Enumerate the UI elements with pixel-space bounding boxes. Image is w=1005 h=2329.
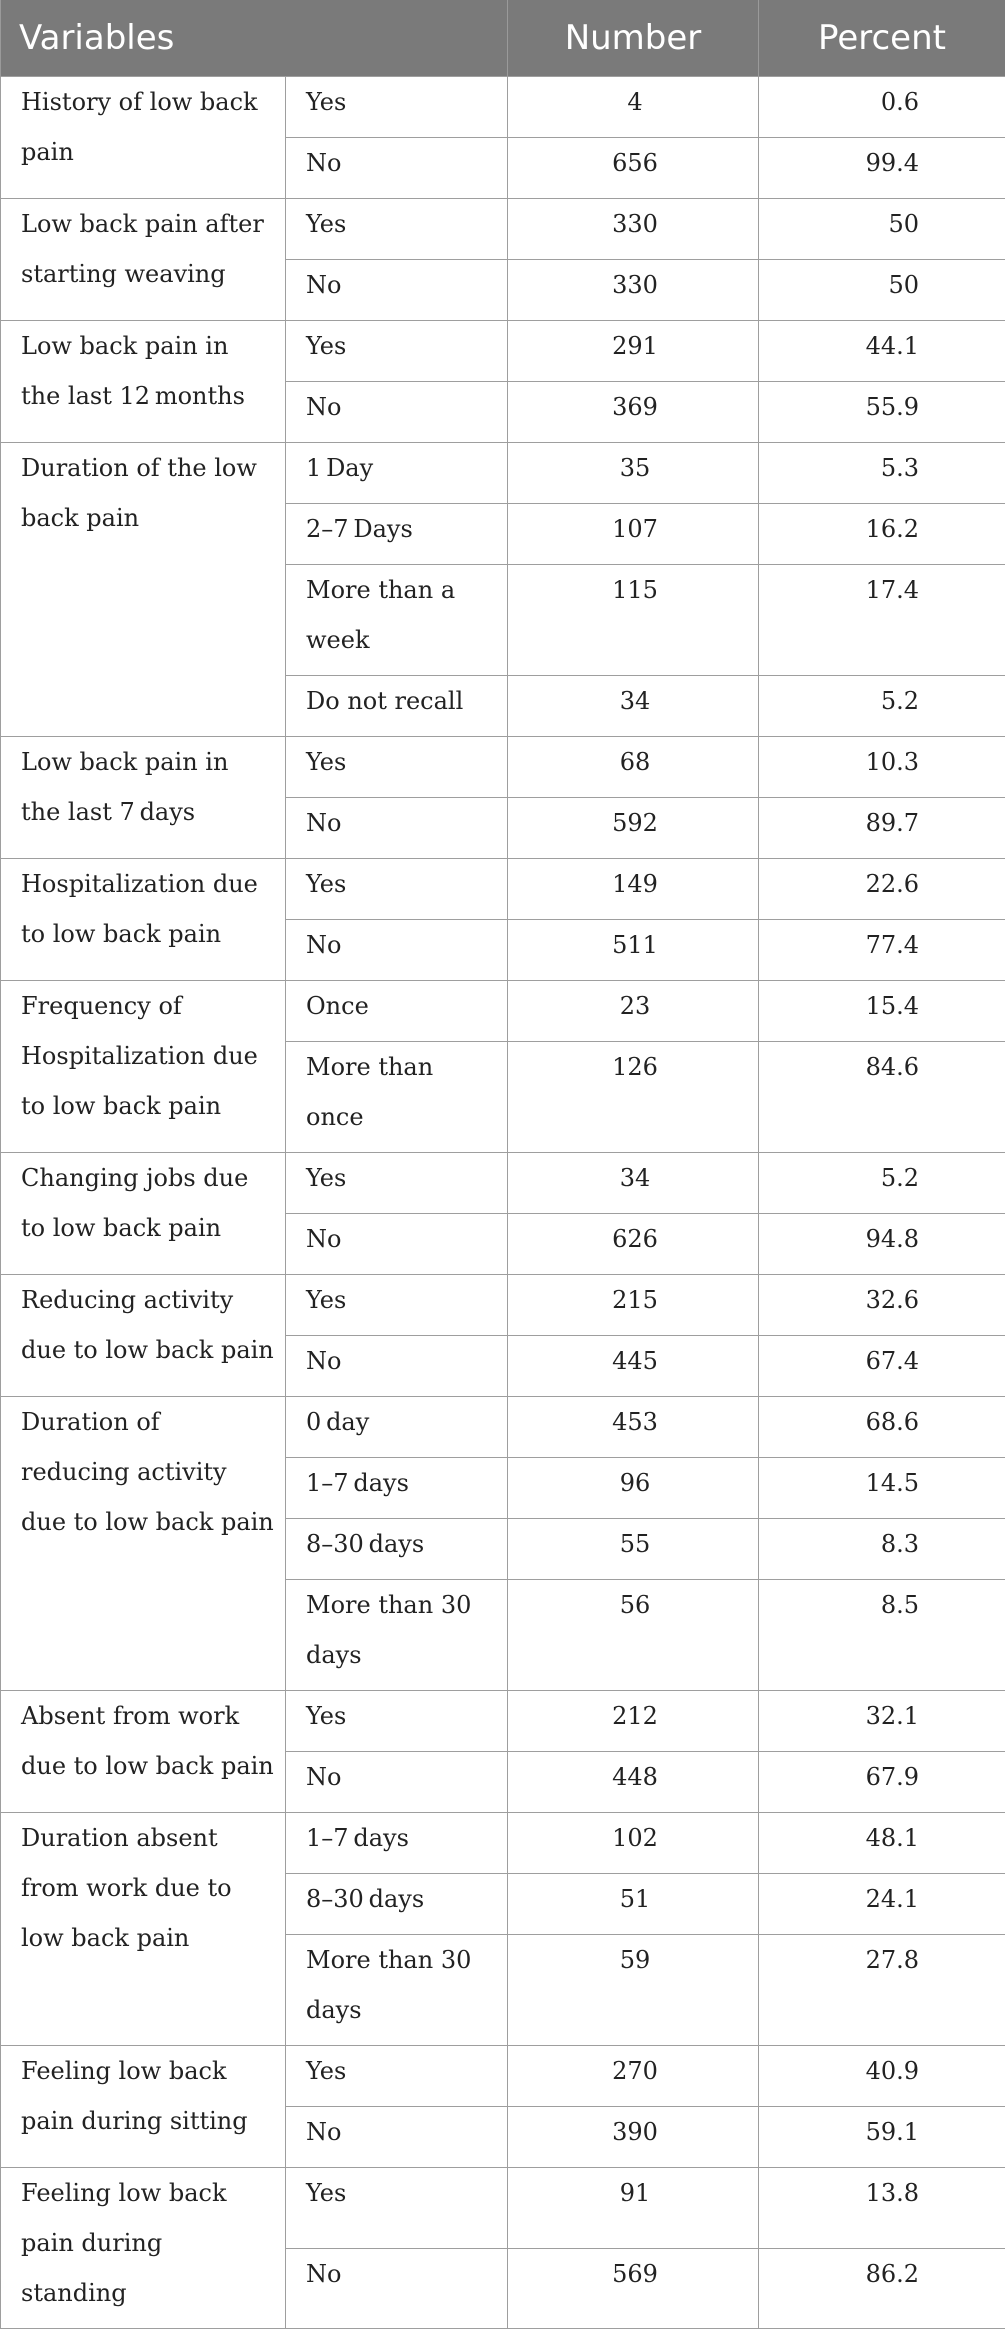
percent-cell [759, 565, 1005, 676]
category-cell: 1–7 days [286, 1458, 508, 1519]
percent-value: 32.6 [849, 1275, 919, 1325]
number-cell: 656 [508, 138, 759, 199]
variable-cell: Reducing activity due to low back pain [1, 1275, 286, 1397]
table-row [1, 737, 1005, 798]
category-cell: Yes [286, 77, 508, 138]
category-cell: No [286, 920, 508, 981]
number-cell: 51 [508, 1874, 759, 1935]
variable-cell: Frequency of Hospitalization due to low back pain [1, 981, 286, 1153]
variable-cell: Feeling low back pain during sitting [1, 2046, 286, 2168]
percent-value: 67.9 [849, 1752, 919, 1802]
percent-value: 68.6 [849, 1397, 919, 1447]
number-cell: 448 [508, 1752, 759, 1813]
percent-value: 44.1 [849, 321, 919, 371]
category-cell: Yes [286, 859, 508, 920]
category-cell: No [286, 2248, 508, 2329]
table-row [1, 77, 1005, 138]
category-cell: More than 30 days [286, 1580, 508, 1691]
percent-value: 50 [849, 260, 919, 310]
variable-cell: Duration of reducing activity due to low back pain [1, 1397, 286, 1691]
percent-cell [759, 260, 1005, 321]
percent-value: 84.6 [849, 1042, 919, 1092]
number-cell: 55 [508, 1519, 759, 1580]
number-cell: 212 [508, 1691, 759, 1752]
percent-cell [759, 77, 1005, 138]
table-body [1, 77, 1005, 2329]
number-cell: 291 [508, 321, 759, 382]
variable-cell: Low back pain in the last 7 days [1, 737, 286, 859]
percent-value: 0.6 [849, 77, 919, 127]
category-cell: No [286, 798, 508, 859]
percent-value: 27.8 [849, 1935, 919, 1985]
percent-value: 89.7 [849, 798, 919, 848]
number-cell: 34 [508, 1153, 759, 1214]
number-cell: 107 [508, 504, 759, 565]
number-cell: 34 [508, 676, 759, 737]
variable-cell: History of low back pain [1, 77, 286, 199]
percent-cell [759, 1275, 1005, 1336]
percent-cell [759, 2248, 1005, 2329]
percent-cell [759, 676, 1005, 737]
number-cell: 126 [508, 1042, 759, 1153]
variable-cell: Absent from work due to low back pain [1, 1691, 286, 1813]
percent-cell [759, 1752, 1005, 1813]
percent-cell [759, 859, 1005, 920]
percent-cell [759, 2046, 1005, 2107]
percent-cell [759, 1458, 1005, 1519]
percent-value: 16.2 [849, 504, 919, 554]
category-cell: No [286, 260, 508, 321]
header-row [1, 0, 1005, 77]
percent-value: 5.3 [849, 443, 919, 493]
percent-cell [759, 382, 1005, 443]
percent-value: 5.2 [849, 676, 919, 726]
percent-value: 13.8 [849, 2168, 919, 2218]
category-cell: 8–30 days [286, 1519, 508, 1580]
table-row [1, 981, 1005, 1042]
variable-cell: Low back pain in the last 12 months [1, 321, 286, 443]
percent-cell [759, 1519, 1005, 1580]
variable-cell: Duration of the low back pain [1, 443, 286, 737]
number-cell: 215 [508, 1275, 759, 1336]
header-percent: Percent [759, 0, 1005, 77]
percent-cell [759, 1691, 1005, 1752]
percent-value: 32.1 [849, 1691, 919, 1741]
category-cell: 8–30 days [286, 1874, 508, 1935]
variable-cell: Low back pain after starting weaving [1, 199, 286, 321]
category-cell: Once [286, 981, 508, 1042]
category-cell: No [286, 1336, 508, 1397]
percent-cell [759, 1153, 1005, 1214]
percent-cell [759, 737, 1005, 798]
number-cell: 592 [508, 798, 759, 859]
percent-cell [759, 1042, 1005, 1153]
percent-cell [759, 1935, 1005, 2046]
number-cell: 149 [508, 859, 759, 920]
percent-cell [759, 1397, 1005, 1458]
category-cell: More than once [286, 1042, 508, 1153]
percent-value: 17.4 [849, 565, 919, 615]
percent-cell [759, 1813, 1005, 1874]
number-cell: 511 [508, 920, 759, 981]
percent-value: 59.1 [849, 2107, 919, 2157]
percent-value: 15.4 [849, 981, 919, 1031]
category-cell: 1–7 days [286, 1813, 508, 1874]
percent-cell [759, 1874, 1005, 1935]
percent-value: 10.3 [849, 737, 919, 787]
percent-cell [759, 321, 1005, 382]
percent-value: 55.9 [849, 382, 919, 432]
percent-cell [759, 981, 1005, 1042]
number-cell: 35 [508, 443, 759, 504]
percent-value: 48.1 [849, 1813, 919, 1863]
percent-value: 50 [849, 199, 919, 249]
category-cell: No [286, 382, 508, 443]
number-cell: 270 [508, 2046, 759, 2107]
table-row [1, 2046, 1005, 2107]
category-cell: Yes [286, 199, 508, 260]
category-cell: Yes [286, 1691, 508, 1752]
category-cell: Yes [286, 1275, 508, 1336]
percent-value: 24.1 [849, 1874, 919, 1924]
number-cell: 626 [508, 1214, 759, 1275]
category-cell: 0 day [286, 1397, 508, 1458]
category-cell: Yes [286, 737, 508, 798]
number-cell: 68 [508, 737, 759, 798]
variable-cell: Changing jobs due to low back pain [1, 1153, 286, 1275]
percent-cell [759, 504, 1005, 565]
category-cell: 2–7 Days [286, 504, 508, 565]
table-row [1, 1397, 1005, 1458]
variable-cell: Feeling low back pain during standing [1, 2168, 286, 2329]
number-cell: 330 [508, 199, 759, 260]
percent-cell [759, 1580, 1005, 1691]
table-header [1, 0, 1005, 77]
percent-value: 77.4 [849, 920, 919, 970]
percent-cell [759, 920, 1005, 981]
header-variables: Variables [1, 0, 508, 77]
number-cell: 96 [508, 1458, 759, 1519]
number-cell: 453 [508, 1397, 759, 1458]
variable-cell: Hospitalization due to low back pain [1, 859, 286, 981]
category-cell: Do not recall [286, 676, 508, 737]
category-cell: Yes [286, 2046, 508, 2107]
percent-value: 40.9 [849, 2046, 919, 2096]
number-cell: 23 [508, 981, 759, 1042]
table-row [1, 443, 1005, 504]
table-row [1, 2168, 1005, 2249]
number-cell: 4 [508, 77, 759, 138]
percent-value: 8.3 [849, 1519, 919, 1569]
category-cell: Yes [286, 2168, 508, 2249]
number-cell: 569 [508, 2248, 759, 2329]
category-cell: No [286, 138, 508, 199]
category-cell: No [286, 1214, 508, 1275]
table-row [1, 199, 1005, 260]
percent-value: 67.4 [849, 1336, 919, 1386]
number-cell: 369 [508, 382, 759, 443]
table-row [1, 1691, 1005, 1752]
percent-value: 94.8 [849, 1214, 919, 1264]
category-cell: Yes [286, 321, 508, 382]
percent-value: 22.6 [849, 859, 919, 909]
number-cell: 445 [508, 1336, 759, 1397]
table-row [1, 1153, 1005, 1214]
percent-value: 99.4 [849, 138, 919, 188]
variable-cell: Duration absent from work due to low back pain [1, 1813, 286, 2046]
percent-value: 86.2 [849, 2249, 919, 2299]
number-cell: 102 [508, 1813, 759, 1874]
table-row [1, 1275, 1005, 1336]
percent-value: 5.2 [849, 1153, 919, 1203]
percent-value: 8.5 [849, 1580, 919, 1630]
number-cell: 115 [508, 565, 759, 676]
percent-cell [759, 199, 1005, 260]
percent-cell [759, 798, 1005, 859]
category-cell: No [286, 1752, 508, 1813]
number-cell: 390 [508, 2107, 759, 2168]
number-cell: 59 [508, 1935, 759, 2046]
number-cell: 330 [508, 260, 759, 321]
table-row [1, 1813, 1005, 1874]
category-cell: Yes [286, 1153, 508, 1214]
percent-cell [759, 1214, 1005, 1275]
number-cell: 56 [508, 1580, 759, 1691]
percent-cell [759, 2107, 1005, 2168]
number-cell: 91 [508, 2168, 759, 2249]
category-cell: More than 30 days [286, 1935, 508, 2046]
percent-cell [759, 443, 1005, 504]
table-row [1, 859, 1005, 920]
table-row [1, 321, 1005, 382]
percent-cell [759, 138, 1005, 199]
percent-cell [759, 2168, 1005, 2249]
percent-value: 14.5 [849, 1458, 919, 1508]
header-number: Number [508, 0, 759, 77]
category-cell: No [286, 2107, 508, 2168]
category-cell: 1 Day [286, 443, 508, 504]
percent-cell [759, 1336, 1005, 1397]
category-cell: More than a week [286, 565, 508, 676]
